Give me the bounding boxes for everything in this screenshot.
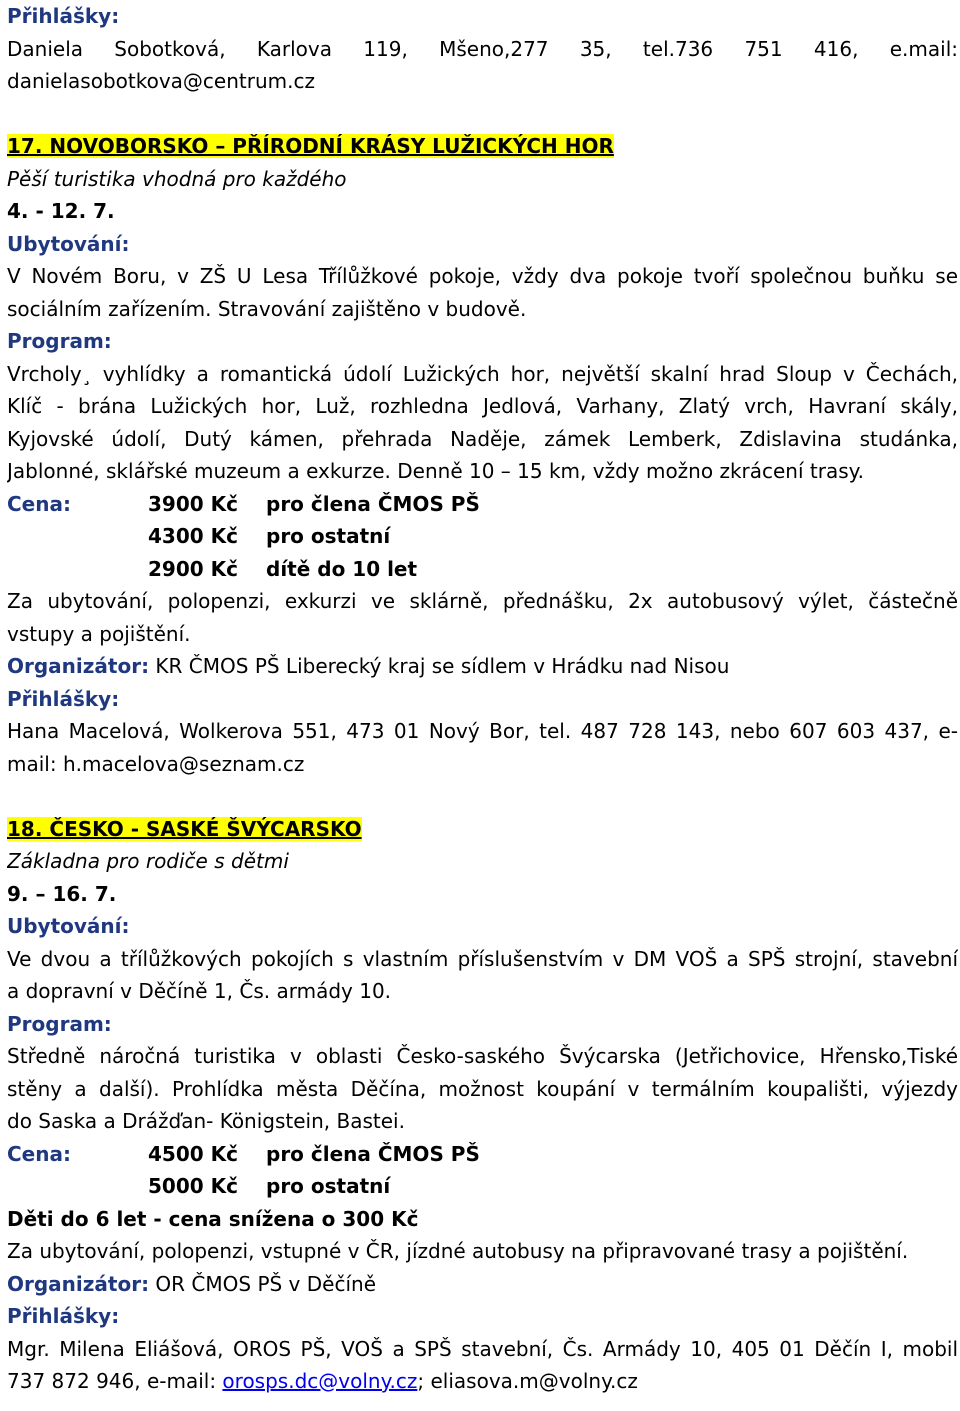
- event18-price-row: [7, 1138, 958, 1171]
- event17-program-line: Vrcholy¸ vyhlídky a romantická údolí Lužických hor, největší skalní hrad Sloup v Čechách,: [7, 361, 958, 386]
- intro-contact-line1: Daniela Sobotková, Karlova 119, Mšeno,277 35, tel.736 751 416, e.mail:: [7, 36, 958, 61]
- event17-contact-line2: mail: h.macelova@seznam.cz: [7, 751, 305, 776]
- intro-contact-line2: danielasobotkova@centrum.cz: [7, 69, 315, 93]
- event17-organizator: KR ČMOS PŠ Liberecký kraj se sídlem v Hrádku nad Nisou: [149, 654, 730, 678]
- event18-program-line: stěny a další). Prohlídka města Děčína, možnost koupání v termálním koupališti, výjezdy: [7, 1076, 958, 1101]
- event17-ubytovani-label: Ubytování:: [7, 231, 130, 256]
- event17-program-line: Kyjovské údolí, Dutý kámen, přehrada Naděje, zámek Lemberk, Zdislavina studánka,: [7, 426, 958, 451]
- event18-organizator-label: Organizátor:: [7, 1271, 150, 1296]
- event18-organizator: OR ČMOS PŠ v Děčíně: [149, 1271, 376, 1296]
- event18-prihlasky-label: Přihlášky:: [7, 1304, 120, 1328]
- event17-ubytovani-line1: V Novém Boru, v ZŠ U Lesa Třílůžkové pokoje, vždy dva pokoje tvoří společnou buňku se: [7, 264, 958, 288]
- event17-ubytovani-line2: sociálním zařízením. Stravování zajištěno v budově.: [7, 296, 527, 321]
- event18-ubytovani-label: Ubytování:: [7, 914, 130, 938]
- document-page: [7, 0, 958, 1398]
- spacer: [7, 780, 958, 813]
- price-description: pro ostatní: [266, 1174, 391, 1198]
- event17-price-row: [7, 553, 958, 586]
- event18-subtitle: Základna pro rodiče s dětmi: [7, 849, 289, 873]
- event17-program-line: Jablonné, sklářské muzeum a exkurze. Denně 10 – 15 km, vždy možno zkrácení trasy.: [7, 459, 864, 483]
- event17-price-row: [7, 488, 958, 521]
- event18-program-line: do Saska a Drážďan- Königstein, Bastei.: [7, 1109, 405, 1133]
- intro-prihlasky-label: Přihlášky:: [7, 4, 120, 28]
- event18-ubytovani-line1: Ve dvou a třílůžkových pokojích s vlastním příslušenstvím v DM VOŠ a SPŠ strojní, stavební: [7, 946, 958, 971]
- price-amount: 4500 Kč: [148, 1141, 238, 1166]
- event17-includes-line1: Za ubytování, polopenzi, exkurzi ve sklárně, přednášku, 2x autobusový výlet, částečně: [7, 589, 958, 613]
- event17-price-row: [7, 520, 958, 553]
- price-amount: 2900 Kč: [148, 556, 238, 581]
- event18-title: 18. ČESKO - SASKÉ ŠVÝCARSKO: [7, 816, 362, 841]
- event18-includes-line1: Za ubytování, polopenzi, vstupné v ČR, jízdné autobusy na připravované trasy a pojištění.: [7, 1239, 909, 1263]
- price-amount: 4300 Kč: [148, 524, 238, 548]
- event17-organizator-row: [7, 650, 958, 683]
- event17-program-line: Klíč - brána Lužických hor, Luž, rozhledna Jedlová, Varhany, Zlatý vrch, Havraní skály,: [7, 394, 958, 418]
- event17-title-row: [7, 130, 958, 163]
- event18-contact-line2: [7, 1365, 958, 1398]
- email-link[interactable]: orosps.dc@volny.cz: [222, 1369, 418, 1393]
- event17-program-label: Program:: [7, 329, 112, 353]
- price-description: pro člena ČMOS PŠ: [266, 1141, 480, 1166]
- price-amount: 5000 Kč: [148, 1174, 238, 1198]
- price-description: pro ostatní: [266, 524, 391, 548]
- event18-program-label: Program:: [7, 1011, 112, 1036]
- event18-program-line: Středně náročná turistika v oblasti Česko-saského Švýcarska (Jetřichovice, Hřensko,Tiské: [7, 1044, 958, 1068]
- event18-dates: 9. – 16. 7.: [7, 881, 117, 906]
- event18-price-row: [7, 1170, 958, 1203]
- event17-subtitle: Pěší turistika vhodná pro každého: [7, 166, 347, 191]
- event18-cena-label: Cena:: [7, 1141, 71, 1166]
- event18-children-note: Děti do 6 let - cena snížena o 300 Kč: [7, 1206, 419, 1231]
- spacer: [7, 98, 958, 131]
- price-description: dítě do 10 let: [266, 556, 418, 581]
- event17-dates: 4. - 12. 7.: [7, 199, 115, 223]
- event17-prihlasky-label: Přihlášky:: [7, 686, 120, 711]
- contact-suffix: ; eliasova.m@volny.cz: [417, 1369, 638, 1393]
- event17-contact-line1: Hana Macelová, Wolkerova 551, 473 01 Nový Bor, tel. 487 728 143, nebo 607 603 437, e-: [7, 719, 958, 743]
- event17-organizator-label: Organizátor:: [7, 654, 150, 678]
- price-amount: 3900 Kč: [148, 491, 238, 516]
- event18-organizator-row: [7, 1268, 958, 1301]
- contact-prefix: 737 872 946, e-mail:: [7, 1369, 223, 1393]
- event18-contact-line1: Mgr. Milena Eliášová, OROS PŠ, VOŠ a SPŠ stavební, Čs. Armády 10, 405 01 Děčín I, mobil: [7, 1336, 958, 1361]
- event17-cena-label: Cena:: [7, 491, 71, 516]
- price-description: pro člena ČMOS PŠ: [266, 491, 480, 516]
- event18-ubytovani-line2: a dopravní v Děčíně 1, Čs. armády 10.: [7, 979, 392, 1003]
- event17-includes-line2: vstupy a pojištění.: [7, 621, 191, 646]
- event17-title: 17. NOVOBORSKO – PŘÍRODNÍ KRÁSY LUŽICKÝCH HOR: [7, 134, 614, 158]
- event18-title-row: [7, 813, 958, 846]
